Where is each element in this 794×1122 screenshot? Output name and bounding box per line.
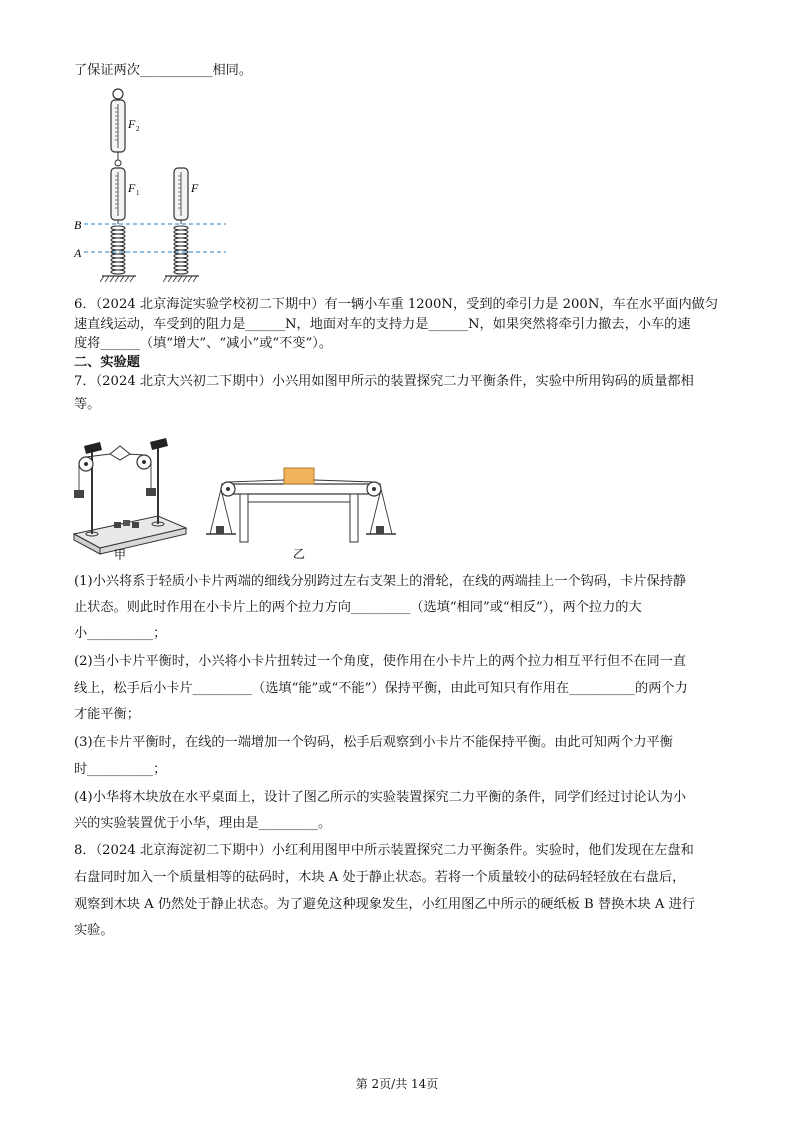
label-f1: F: [128, 181, 136, 195]
text-line-10: 小__________；: [74, 626, 167, 641]
right-spring: [174, 226, 188, 274]
left-spring: [111, 226, 125, 274]
label-a: A: [74, 246, 82, 260]
label-f2: F: [128, 117, 136, 131]
text-line-12: 线上，松手后小卡片_________（选填“能”或“不能”）保持平衡，由此可知只有作用在__________的两个力: [74, 681, 688, 696]
text-line-2: 6．（2024 北京海淀实验学校初二下期中）有一辆小车重 1200N，受到的牵引力是 200N，车在水平面内做匀: [74, 297, 719, 312]
text-line-7: 等。: [74, 397, 101, 412]
label-f2-sub: 2: [136, 125, 140, 133]
text-line-9: 止状态。则此时作用在小卡片上的两个拉力方向_________（选填“相同”或“相反”），两个拉力的大: [74, 600, 642, 615]
page-footer: 第 2页/共 14页: [355, 1077, 439, 1091]
text-line-8: (1)小兴将系于轻质小卡片两端的细线分别跨过左右支架上的滑轮，在线的两端挂上一个钩码，卡片保持静: [74, 574, 687, 589]
text-line-11: (2)当小卡片平衡时，小兴将小卡片扭转过一个角度，使作用在小卡片上的两个拉力相互平行但不在同一直: [74, 654, 687, 669]
text-line-17: 兴的实验装置优于小华，理由是_________。: [74, 816, 332, 831]
figure-jia: [70, 432, 190, 562]
right-weight: [146, 488, 156, 496]
caption-jia: 甲: [114, 548, 127, 562]
text-line-16: (4)小华将木块放在水平桌面上，设计了图乙所示的实验装置探究二力平衡的条件，同学们经过讨论认为小: [74, 790, 687, 805]
left-weight: [74, 490, 84, 498]
text-line-21: 实验。: [74, 923, 114, 938]
text-line-3: 速直线运动，车受到的阻力是______N，地面对车的支持力是______N，如果突然将牵引力撤去，小车的速: [74, 317, 691, 332]
text-line-1: 了保证两次___________相同。: [74, 63, 253, 78]
section-heading: 二、实验题: [74, 355, 140, 370]
top-ring: [113, 89, 123, 99]
table-top: [222, 484, 380, 494]
text-line-18: 8．（2024 北京海淀初二下期中）小红利用图甲中所示装置探究二力平衡条件。实验时，他们发现在左盘和: [74, 843, 694, 858]
text-line-13: 才能平衡；: [74, 707, 140, 722]
text-line-6: 7．（2024 北京大兴初二下期中）小兴用如图甲所示的装置探究二力平衡条件，实验中所用钩码的质量都相: [74, 374, 694, 389]
label-f1-sub: 1: [136, 189, 140, 197]
spring-balance-figure: [70, 84, 240, 284]
text-line-19: 右盘同时加入一个质量相等的砝码时，木块 A 处于静止状态。若将一个质量较小的砝码轻轻放在右盘后，: [74, 870, 686, 885]
small-card: [110, 446, 130, 460]
label-f: F: [191, 181, 199, 195]
figure-yi: [204, 462, 400, 562]
text-line-20: 观察到木块 A 仍然处于静止状态。为了避免这种现象发生，小红用图乙中所示的硬纸板 B 替换木块 A 进行: [74, 897, 695, 912]
wooden-block: [284, 468, 314, 484]
label-b: B: [74, 218, 82, 232]
text-line-15: 时__________；: [74, 762, 167, 777]
caption-yi: 乙: [293, 547, 306, 561]
text-line-4: 度将______（填“增大”、“减小”或“不变”）。: [74, 336, 333, 351]
text-line-14: (3)在卡片平衡时，在线的一端增加一个钩码，松手后观察到小卡片不能保持平衡。由此可知两个力平衡: [74, 735, 673, 750]
